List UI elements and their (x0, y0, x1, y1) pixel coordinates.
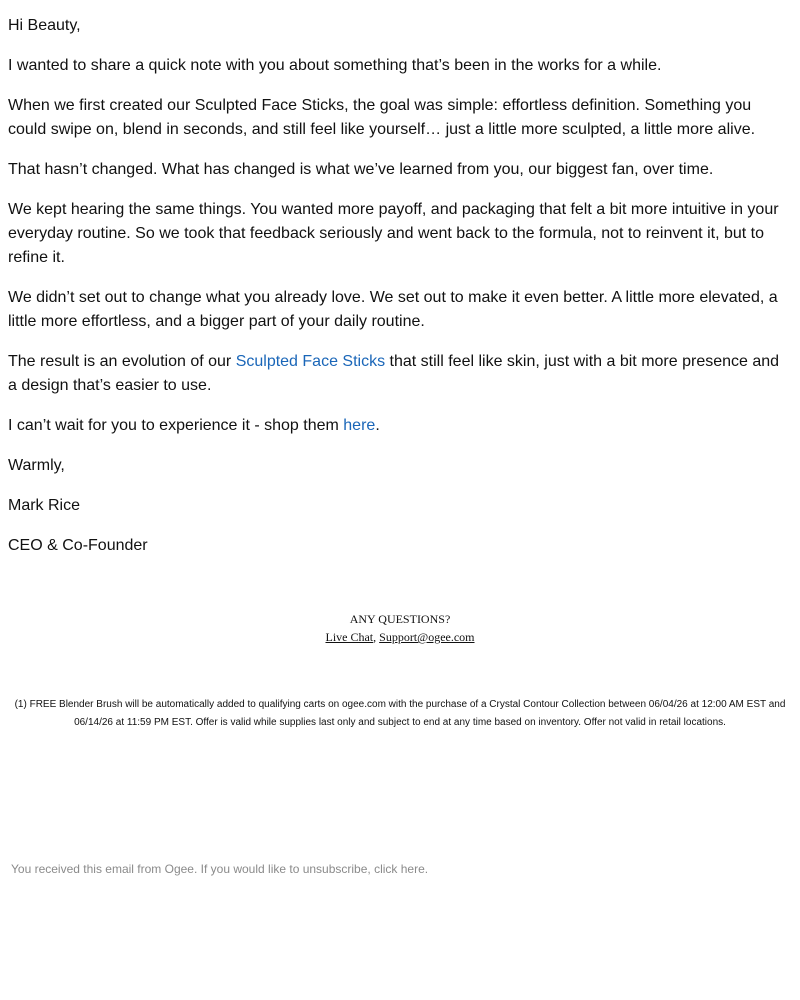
contact-separator: , (373, 630, 380, 644)
paragraph-better: We didn’t set out to change what you already love. We set out to make it even better. A little more elevated, a little more effortless, and a bigger part of your daily routine. (8, 289, 778, 330)
greeting: Hi Beauty, (8, 17, 81, 34)
paragraph-change: That hasn’t changed. What has changed is what we’ve learned from you, our biggest fan, over time. (8, 161, 714, 178)
email-body (8, 14, 786, 574)
unsubscribe-text-after: . (424, 862, 429, 876)
support-email-link[interactable]: Support@ogee.com (379, 630, 475, 644)
shop-here-link[interactable]: here (343, 417, 376, 434)
signature-title: CEO & Co-Founder (8, 537, 148, 554)
result-text-before: The result is an evolution of our (8, 353, 236, 370)
questions-heading: ANY QUESTIONS? (349, 612, 451, 626)
signature-name: Mark Rice (8, 497, 81, 514)
unsubscribe-text-before: You received this email from Ogee. If you would like to unsubscribe, (11, 862, 375, 876)
shop-text-before: I can’t wait for you to experience it - shop them (8, 417, 344, 434)
paragraph-result (8, 350, 786, 398)
unsubscribe-footer (11, 860, 428, 878)
offer-disclaimer: (1) FREE Blender Brush will be automatically added to qualifying carts on ogee.com with the purchase of a Crystal Contour Collection between 06/04/26 at 12:00 AM EST and 06/14/26 at 11:59 PM EST. Offer is valid while supplies last only and subject to end at any time based on inventory. Offer not valid in retail locations. (14, 699, 786, 728)
contact-links (0, 628, 800, 646)
result-text-after: that still feel like skin, just with a bit more presence and a design that’s easier to use. (8, 353, 780, 394)
paragraph-feedback: We kept hearing the same things. You wanted more payoff, and packaging that felt a bit more intuitive in your everyday routine. So we took that feedback seriously and went back to the formula, not to reinvent it, but to refine it. (8, 201, 779, 266)
live-chat-link[interactable]: Live Chat (325, 630, 374, 644)
shop-text-after: . (375, 417, 380, 434)
sculpted-face-sticks-link[interactable]: Sculpted Face Sticks (235, 353, 386, 370)
closing: Warmly, (8, 457, 65, 474)
paragraph-shop (8, 414, 786, 438)
unsubscribe-link[interactable]: click here (374, 862, 425, 876)
paragraph-intro: I wanted to share a quick note with you about something that’s been in the works for a while. (8, 57, 662, 74)
paragraph-origin: When we first created our Sculpted Face Sticks, the goal was simple: effortless definition. Something you could swipe on, blend in seconds, and still feel like yourself… just a little more sculpted, a little more alive. (8, 97, 756, 138)
questions-block (0, 610, 800, 646)
